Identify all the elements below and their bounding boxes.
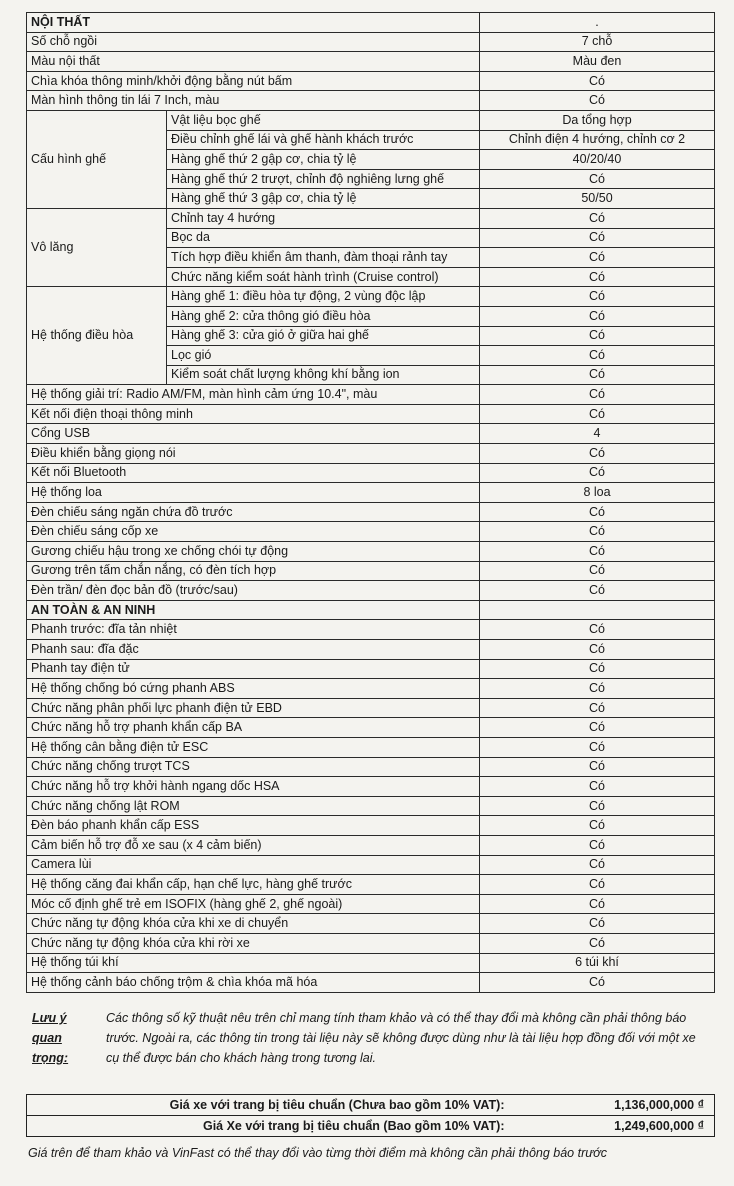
spec-label: Màn hình thông tin lái 7 Inch, màu	[27, 91, 480, 111]
spec-value: 4	[480, 424, 715, 444]
spec-row	[27, 973, 715, 993]
spec-sub-label: Hàng ghế 1: điều hòa tự động, 2 vùng độc lập	[167, 287, 480, 307]
spec-sub-label: Lọc gió	[167, 346, 480, 366]
spec-label: Chức năng tự động khóa cửa khi xe di chuyển	[27, 914, 480, 934]
spec-label: Đèn chiếu sáng cốp xe	[27, 522, 480, 542]
spec-row	[27, 698, 715, 718]
spec-row	[27, 796, 715, 816]
spec-row	[27, 620, 715, 640]
spec-row	[27, 71, 715, 91]
safety-section-heading: AN TOÀN & AN NINH	[27, 600, 480, 620]
spec-value: Có	[480, 542, 715, 562]
spec-row	[27, 463, 715, 483]
spec-value: Có	[480, 855, 715, 875]
spec-label: Màu nội thất	[27, 52, 480, 72]
spec-value: Chỉnh điện 4 hướng, chỉnh cơ 2	[480, 130, 715, 150]
price-incl-vat-label: Giá Xe với trang bị tiêu chuẩn (Bao gồm 10% VAT):	[27, 1116, 515, 1137]
note-text: Các thông số kỹ thuật nêu trên chỉ mang tính tham khảo và có thể thay đổi mà không cần phải thông báo trước. Ngoài ra, các thông tin trong tài liệu này sẽ không được dùng như là tài liệu hợp đồng đối với một xe cụ thể được bán cho khách hàng trong tương lai.	[106, 1011, 696, 1065]
safety-section-heading-row	[27, 600, 715, 620]
spec-row	[27, 953, 715, 973]
spec-row	[27, 581, 715, 601]
spec-label: Kết nối điện thoại thông minh	[27, 404, 480, 424]
spec-value: Có	[480, 698, 715, 718]
spec-row	[27, 287, 715, 307]
spec-value: Có	[480, 737, 715, 757]
spec-label: Hệ thống túi khí	[27, 953, 480, 973]
price-table	[26, 1094, 715, 1137]
spec-value: Có	[480, 561, 715, 581]
steering-wheel-group-label: Vô lăng	[27, 208, 167, 286]
spec-label: Hệ thống giải trí: Radio AM/FM, màn hình cảm ứng 10.4", màu	[27, 385, 480, 405]
spec-value: Có	[480, 346, 715, 366]
spec-row	[27, 914, 715, 934]
spec-row	[27, 835, 715, 855]
spec-row	[27, 424, 715, 444]
spec-table	[26, 12, 715, 993]
spec-label: Chức năng hỗ trợ phanh khẩn cấp BA	[27, 718, 480, 738]
spec-sub-label: Điều chỉnh ghế lái và ghế hành khách trước	[167, 130, 480, 150]
spec-value: Có	[480, 796, 715, 816]
spec-label: Chức năng chống trượt TCS	[27, 757, 480, 777]
spec-value: Có	[480, 502, 715, 522]
note-label: Lưu ý quan trọng:	[32, 1011, 69, 1065]
spec-value: Có	[480, 267, 715, 287]
spec-label: Đèn chiếu sáng ngăn chứa đồ trước	[27, 502, 480, 522]
spec-label: Cổng USB	[27, 424, 480, 444]
spec-value: Có	[480, 835, 715, 855]
spec-value: Có	[480, 679, 715, 699]
price-row-incl-vat	[27, 1116, 715, 1137]
spec-value: Có	[480, 522, 715, 542]
air-conditioning-group-label: Hệ thống điều hòa	[27, 287, 167, 385]
price-excl-vat-label: Giá xe với trang bị tiêu chuẩn (Chưa bao gồm 10% VAT):	[27, 1095, 515, 1116]
spec-value: Có	[480, 208, 715, 228]
spec-sub-label: Chức năng kiểm soát hành trình (Cruise control)	[167, 267, 480, 287]
spec-value: Có	[480, 385, 715, 405]
spec-value: Có	[480, 914, 715, 934]
spec-row	[27, 679, 715, 699]
spec-row	[27, 777, 715, 797]
spec-row	[27, 483, 715, 503]
spec-label: Chức năng hỗ trợ khởi hành ngang dốc HSA	[27, 777, 480, 797]
spec-sub-label: Hàng ghế 3: cửa gió ở giữa hai ghế	[167, 326, 480, 346]
spec-value: Có	[480, 659, 715, 679]
spec-value: Có	[480, 875, 715, 895]
spec-row	[27, 718, 715, 738]
spec-label: Chức năng tự động khóa cửa khi rời xe	[27, 933, 480, 953]
spec-value: Màu đen	[480, 52, 715, 72]
spec-value: Có	[480, 757, 715, 777]
spec-label: Hệ thống chống bó cứng phanh ABS	[27, 679, 480, 699]
spec-value: Có	[480, 287, 715, 307]
spec-value: Có	[480, 581, 715, 601]
price-incl-vat-value: 1,249,600,000 ₫	[515, 1116, 715, 1137]
spec-row	[27, 659, 715, 679]
spec-sub-label: Vật liệu bọc ghế	[167, 110, 480, 130]
spec-row	[27, 542, 715, 562]
price-row-excl-vat	[27, 1095, 715, 1116]
spec-sub-label: Hàng ghế 2: cửa thông gió điều hòa	[167, 306, 480, 326]
spec-sub-label: Hàng ghế thứ 2 trượt, chỉnh độ nghiêng lưng ghế	[167, 169, 480, 189]
spec-label: Chức năng chống lật ROM	[27, 796, 480, 816]
spec-value: Có	[480, 326, 715, 346]
spec-label: Phanh tay điện tử	[27, 659, 480, 679]
spec-row	[27, 737, 715, 757]
interior-section-heading-mark: .	[480, 13, 715, 33]
spec-label: Cảm biến hỗ trợ đỗ xe sau (x 4 cảm biến)	[27, 835, 480, 855]
spec-value: Có	[480, 973, 715, 993]
spec-value: Da tổng hợp	[480, 110, 715, 130]
spec-label: Hệ thống cân bằng điện tử ESC	[27, 737, 480, 757]
spec-label: Hệ thống loa	[27, 483, 480, 503]
spec-label: Phanh trước: đĩa tản nhiệt	[27, 620, 480, 640]
spec-row	[27, 640, 715, 660]
spec-label: Gương chiếu hậu trong xe chống chói tự động	[27, 542, 480, 562]
spec-value: Có	[480, 933, 715, 953]
spec-row	[27, 757, 715, 777]
spec-label: Phanh sau: đĩa đặc	[27, 640, 480, 660]
spec-value: Có	[480, 777, 715, 797]
spec-row	[27, 404, 715, 424]
spec-row	[27, 933, 715, 953]
spec-value: Có	[480, 306, 715, 326]
spec-row	[27, 522, 715, 542]
spec-label: Hệ thống căng đai khẩn cấp, hạn chế lực, hàng ghế trước	[27, 875, 480, 895]
spec-row	[27, 875, 715, 895]
spec-value: Có	[480, 894, 715, 914]
spec-label: Gương trên tấm chắn nắng, có đèn tích hợp	[27, 561, 480, 581]
spec-value: Có	[480, 248, 715, 268]
spec-label: Đèn trần/ đèn đọc bản đồ (trước/sau)	[27, 581, 480, 601]
spec-label: Điều khiển bằng giọng nói	[27, 444, 480, 464]
spec-value: Có	[480, 91, 715, 111]
spec-label: Chức năng phân phối lực phanh điện tử EBD	[27, 698, 480, 718]
spec-row	[27, 208, 715, 228]
spec-label: Camera lùi	[27, 855, 480, 875]
spec-row	[27, 894, 715, 914]
spec-value: Có	[480, 463, 715, 483]
spec-value: Có	[480, 365, 715, 385]
spec-row	[27, 110, 715, 130]
price-excl-vat-value: 1,136,000,000 ₫	[515, 1095, 715, 1116]
spec-sub-label: Tích hợp điều khiển âm thanh, đàm thoại rảnh tay	[167, 248, 480, 268]
spec-row	[27, 816, 715, 836]
spec-sub-label: Hàng ghế thứ 2 gập cơ, chia tỷ lệ	[167, 150, 480, 170]
footer-disclaimer: Giá trên để tham khảo và VinFast có thể thay đổi vào từng thời điểm mà không cần phải thông báo trước	[28, 1146, 607, 1160]
spec-value: 8 loa	[480, 483, 715, 503]
spec-label: Đèn báo phanh khẩn cấp ESS	[27, 816, 480, 836]
spec-row	[27, 855, 715, 875]
spec-row	[27, 502, 715, 522]
spec-value: Có	[480, 718, 715, 738]
spec-value: Có	[480, 640, 715, 660]
spec-sub-label: Chỉnh tay 4 hướng	[167, 208, 480, 228]
safety-section-heading-blank	[480, 600, 715, 620]
spec-label: Kết nối Bluetooth	[27, 463, 480, 483]
spec-value: 6 túi khí	[480, 953, 715, 973]
spec-value: 40/20/40	[480, 150, 715, 170]
spec-label: Móc cố định ghế trẻ em ISOFIX (hàng ghế 2, ghế ngoài)	[27, 894, 480, 914]
spec-sub-label: Hàng ghế thứ 3 gập cơ, chia tỷ lệ	[167, 189, 480, 209]
interior-section-heading-row	[27, 13, 715, 33]
spec-row	[27, 91, 715, 111]
spec-row	[27, 561, 715, 581]
spec-row	[27, 385, 715, 405]
spec-label: Số chỗ ngồi	[27, 32, 480, 52]
spec-value: 50/50	[480, 189, 715, 209]
spec-label: Chìa khóa thông minh/khởi động bằng nút bấm	[27, 71, 480, 91]
spec-sub-label: Kiểm soát chất lượng không khí bằng ion	[167, 365, 480, 385]
spec-value: 7 chỗ	[480, 32, 715, 52]
spec-value: Có	[480, 816, 715, 836]
spec-row	[27, 32, 715, 52]
spec-value: Có	[480, 71, 715, 91]
spec-value: Có	[480, 444, 715, 464]
spec-value: Có	[480, 404, 715, 424]
seat-config-group-label: Cấu hình ghế	[27, 110, 167, 208]
spec-sub-label: Bọc da	[167, 228, 480, 248]
spec-row	[27, 444, 715, 464]
spec-row	[27, 52, 715, 72]
spec-value: Có	[480, 620, 715, 640]
spec-label: Hệ thống cảnh báo chống trộm & chìa khóa mã hóa	[27, 973, 480, 993]
spec-value: Có	[480, 228, 715, 248]
spec-value: Có	[480, 169, 715, 189]
interior-section-heading: NỘI THẤT	[27, 13, 480, 33]
